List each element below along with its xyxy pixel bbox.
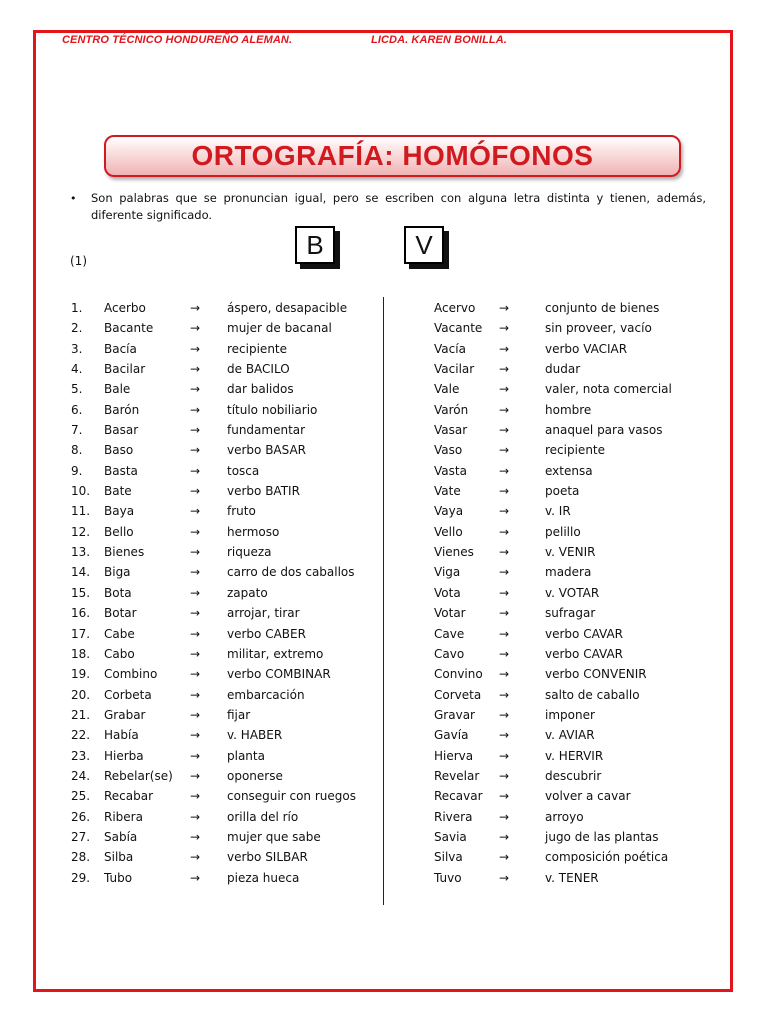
v-meaning: jugo de las plantas bbox=[545, 829, 659, 844]
item-number: 6. bbox=[71, 402, 83, 417]
item-number: 11. bbox=[71, 504, 91, 519]
item-number: 5. bbox=[71, 382, 83, 397]
arrow-icon: → bbox=[190, 606, 201, 621]
arrow-icon: → bbox=[499, 301, 510, 315]
list-item bbox=[0, 786, 768, 806]
item-number: 21. bbox=[71, 707, 91, 722]
item-number: 20. bbox=[71, 687, 91, 702]
b-meaning: título nobiliario bbox=[227, 402, 318, 417]
arrow-icon: → bbox=[499, 484, 510, 499]
b-meaning: hermoso bbox=[227, 524, 280, 539]
arrow-icon: → bbox=[190, 789, 201, 804]
b-meaning: de BACILO bbox=[227, 362, 290, 377]
arrow-icon: → bbox=[190, 646, 201, 661]
v-word: Vaso bbox=[434, 443, 463, 458]
b-meaning: verbo BATIR bbox=[227, 484, 300, 499]
v-word: Gravar bbox=[434, 707, 475, 722]
v-word: Vacilar bbox=[434, 362, 475, 377]
v-meaning: poeta bbox=[545, 484, 580, 499]
b-word: Había bbox=[104, 728, 139, 743]
b-meaning: fruto bbox=[227, 504, 256, 519]
v-word: Varón bbox=[434, 402, 469, 417]
v-word: Acervo bbox=[434, 301, 476, 315]
b-meaning: orilla del río bbox=[227, 809, 299, 824]
arrow-icon: → bbox=[190, 341, 201, 356]
v-meaning: verbo CAVAR bbox=[545, 646, 623, 661]
homophones-list bbox=[0, 298, 768, 888]
arrow-icon: → bbox=[190, 362, 201, 377]
v-word: Hierva bbox=[434, 748, 474, 763]
v-word: Convino bbox=[434, 667, 483, 682]
b-meaning: recipiente bbox=[227, 341, 288, 356]
v-word: Vasar bbox=[434, 423, 468, 438]
list-item bbox=[0, 379, 768, 399]
v-meaning: sin proveer, vacío bbox=[545, 321, 652, 336]
v-meaning: imponer bbox=[545, 707, 595, 722]
item-number: 3. bbox=[71, 341, 83, 356]
item-number: 24. bbox=[71, 768, 91, 783]
letter-b-box: B bbox=[295, 226, 335, 264]
b-meaning: zapato bbox=[227, 585, 268, 600]
arrow-icon: → bbox=[190, 524, 201, 539]
item-number: 15. bbox=[71, 585, 91, 600]
list-item bbox=[0, 440, 768, 460]
list-item bbox=[0, 501, 768, 521]
v-word: Gavía bbox=[434, 728, 469, 743]
b-word: Recabar bbox=[104, 789, 154, 804]
list-item bbox=[0, 807, 768, 827]
v-word: Vota bbox=[434, 585, 461, 600]
b-word: Bota bbox=[104, 585, 132, 600]
b-word: Acerbo bbox=[104, 301, 146, 315]
teacher-name: LICDA. KAREN BONILLA. bbox=[371, 34, 507, 46]
list-item bbox=[0, 766, 768, 786]
arrow-icon: → bbox=[499, 687, 510, 702]
v-word: Vasta bbox=[434, 463, 467, 478]
list-item bbox=[0, 542, 768, 562]
v-meaning: verbo VACIAR bbox=[545, 341, 628, 356]
v-word: Vaya bbox=[434, 504, 464, 519]
item-number: 27. bbox=[71, 829, 91, 844]
v-meaning: composición poética bbox=[545, 850, 669, 865]
arrow-icon: → bbox=[190, 565, 201, 580]
b-meaning: oponerse bbox=[227, 768, 283, 783]
arrow-icon: → bbox=[190, 809, 201, 824]
arrow-icon: → bbox=[499, 646, 510, 661]
v-meaning: sufragar bbox=[545, 606, 596, 621]
b-word: Botar bbox=[104, 606, 137, 621]
page-title: ORTOGRAFÍA: HOMÓFONOS bbox=[191, 140, 594, 171]
item-number: 25. bbox=[71, 789, 91, 804]
item-number: 2. bbox=[71, 321, 83, 336]
letter-v-box: V bbox=[404, 226, 444, 264]
b-meaning: verbo BASAR bbox=[227, 443, 307, 458]
v-meaning: conjunto de bienes bbox=[545, 301, 660, 315]
b-word: Bienes bbox=[104, 545, 145, 560]
arrow-icon: → bbox=[499, 850, 510, 865]
b-word: Biga bbox=[104, 565, 131, 580]
item-number: 16. bbox=[71, 606, 91, 621]
arrow-icon: → bbox=[190, 423, 201, 438]
item-number: 1. bbox=[71, 301, 83, 315]
b-word: Combino bbox=[104, 667, 158, 682]
arrow-icon: → bbox=[499, 545, 510, 560]
v-word: Vale bbox=[434, 382, 460, 397]
arrow-icon: → bbox=[190, 545, 201, 560]
v-word: Corveta bbox=[434, 687, 482, 702]
list-item bbox=[0, 522, 768, 542]
v-word: Vienes bbox=[434, 545, 474, 560]
b-meaning: verbo COMBINAR bbox=[227, 667, 331, 682]
b-word: Barón bbox=[104, 402, 140, 417]
arrow-icon: → bbox=[499, 667, 510, 682]
bullet-icon: • bbox=[70, 192, 77, 205]
b-meaning: riqueza bbox=[227, 545, 272, 560]
arrow-icon: → bbox=[190, 870, 201, 885]
arrow-icon: → bbox=[499, 504, 510, 519]
list-item bbox=[0, 298, 768, 318]
arrow-icon: → bbox=[190, 748, 201, 763]
b-word: Sabía bbox=[104, 829, 138, 844]
b-meaning: planta bbox=[227, 748, 265, 763]
arrow-icon: → bbox=[499, 341, 510, 356]
b-meaning: arrojar, tirar bbox=[227, 606, 300, 621]
arrow-icon: → bbox=[499, 728, 510, 743]
v-meaning: arroyo bbox=[545, 809, 584, 824]
v-meaning: dudar bbox=[545, 362, 581, 377]
list-item bbox=[0, 664, 768, 684]
arrow-icon: → bbox=[190, 667, 201, 682]
item-number: 23. bbox=[71, 748, 91, 763]
b-meaning: dar balidos bbox=[227, 382, 294, 397]
list-item bbox=[0, 746, 768, 766]
v-meaning: v. IR bbox=[545, 504, 571, 519]
v-word: Revelar bbox=[434, 768, 480, 783]
arrow-icon: → bbox=[499, 565, 510, 580]
v-word: Rivera bbox=[434, 809, 473, 824]
item-number: 9. bbox=[71, 463, 83, 478]
list-item bbox=[0, 725, 768, 745]
b-meaning: tosca bbox=[227, 463, 260, 478]
v-meaning: valer, nota comercial bbox=[545, 382, 672, 397]
arrow-icon: → bbox=[190, 728, 201, 743]
v-word: Vacante bbox=[434, 321, 483, 336]
v-word: Cave bbox=[434, 626, 465, 641]
arrow-icon: → bbox=[499, 443, 510, 458]
title-banner bbox=[104, 135, 681, 177]
v-word: Vacía bbox=[434, 341, 466, 356]
v-meaning: v. AVIAR bbox=[545, 728, 595, 743]
list-item bbox=[0, 705, 768, 725]
b-word: Bate bbox=[104, 484, 132, 499]
arrow-icon: → bbox=[190, 484, 201, 499]
b-meaning: conseguir con ruegos bbox=[227, 789, 356, 804]
v-word: Tuvo bbox=[434, 870, 462, 885]
v-meaning: pelillo bbox=[545, 524, 581, 539]
v-meaning: hombre bbox=[545, 402, 592, 417]
list-item bbox=[0, 339, 768, 359]
b-meaning: carro de dos caballos bbox=[227, 565, 355, 580]
arrow-icon: → bbox=[499, 321, 510, 336]
item-number: 10. bbox=[71, 484, 91, 499]
b-word: Rebelar(se) bbox=[104, 768, 173, 783]
b-meaning: mujer que sabe bbox=[227, 829, 321, 844]
list-item bbox=[0, 603, 768, 623]
v-word: Vate bbox=[434, 484, 461, 499]
arrow-icon: → bbox=[190, 850, 201, 865]
v-meaning: verbo CAVAR bbox=[545, 626, 623, 641]
b-word: Bale bbox=[104, 382, 131, 397]
b-meaning: embarcación bbox=[227, 687, 305, 702]
arrow-icon: → bbox=[190, 626, 201, 641]
item-number: 12. bbox=[71, 524, 91, 539]
item-number: 7. bbox=[71, 423, 83, 438]
definition-text: Son palabras que se pronuncian igual, pero se escriben con alguna letra distinta y tienen, además, diferente significado. bbox=[91, 191, 706, 222]
group-label: (1) bbox=[70, 254, 87, 268]
arrow-icon: → bbox=[499, 707, 510, 722]
v-word: Votar bbox=[434, 606, 466, 621]
arrow-icon: → bbox=[190, 301, 201, 315]
arrow-icon: → bbox=[190, 443, 201, 458]
arrow-icon: → bbox=[499, 829, 510, 844]
list-item bbox=[0, 624, 768, 644]
v-meaning: volver a cavar bbox=[545, 789, 631, 804]
b-word: Grabar bbox=[104, 707, 146, 722]
b-meaning: pieza hueca bbox=[227, 870, 300, 885]
arrow-icon: → bbox=[190, 585, 201, 600]
list-item bbox=[0, 318, 768, 338]
arrow-icon: → bbox=[190, 504, 201, 519]
arrow-icon: → bbox=[499, 585, 510, 600]
arrow-icon: → bbox=[499, 402, 510, 417]
arrow-icon: → bbox=[190, 829, 201, 844]
b-word: Bello bbox=[104, 524, 134, 539]
list-item bbox=[0, 562, 768, 582]
arrow-icon: → bbox=[499, 362, 510, 377]
arrow-icon: → bbox=[190, 707, 201, 722]
b-word: Baso bbox=[104, 443, 134, 458]
v-meaning: v. HERVIR bbox=[545, 748, 604, 763]
item-number: 8. bbox=[71, 443, 83, 458]
item-number: 29. bbox=[71, 870, 91, 885]
b-word: Ribera bbox=[104, 809, 143, 824]
list-item bbox=[0, 644, 768, 664]
arrow-icon: → bbox=[190, 687, 201, 702]
v-word: Recavar bbox=[434, 789, 483, 804]
list-item bbox=[0, 400, 768, 420]
b-meaning: fundamentar bbox=[227, 423, 306, 438]
b-meaning: verbo SILBAR bbox=[227, 850, 308, 865]
arrow-icon: → bbox=[499, 626, 510, 641]
v-meaning: verbo CONVENIR bbox=[545, 667, 647, 682]
b-meaning: áspero, desapacible bbox=[227, 301, 348, 315]
item-number: 28. bbox=[71, 850, 91, 865]
list-item bbox=[0, 461, 768, 481]
b-word: Cabo bbox=[104, 646, 135, 661]
b-word: Silba bbox=[104, 850, 134, 865]
v-word: Silva bbox=[434, 850, 463, 865]
item-number: 4. bbox=[71, 362, 83, 377]
v-word: Cavo bbox=[434, 646, 465, 661]
definition-paragraph bbox=[70, 190, 706, 224]
arrow-icon: → bbox=[499, 748, 510, 763]
b-word: Bacía bbox=[104, 341, 137, 356]
v-meaning: descubrir bbox=[545, 768, 602, 783]
v-word: Viga bbox=[434, 565, 461, 580]
list-item bbox=[0, 583, 768, 603]
item-number: 17. bbox=[71, 626, 91, 641]
b-meaning: mujer de bacanal bbox=[227, 321, 332, 336]
arrow-icon: → bbox=[499, 423, 510, 438]
b-word: Bacante bbox=[104, 321, 154, 336]
b-word: Hierba bbox=[104, 748, 144, 763]
v-meaning: recipiente bbox=[545, 443, 606, 458]
arrow-icon: → bbox=[190, 382, 201, 397]
b-word: Basta bbox=[104, 463, 138, 478]
b-word: Tubo bbox=[104, 870, 133, 885]
arrow-icon: → bbox=[190, 402, 201, 417]
b-word: Baya bbox=[104, 504, 135, 519]
arrow-icon: → bbox=[190, 463, 201, 478]
v-word: Vello bbox=[434, 524, 463, 539]
list-item bbox=[0, 685, 768, 705]
b-word: Cabe bbox=[104, 626, 135, 641]
arrow-icon: → bbox=[499, 606, 510, 621]
arrow-icon: → bbox=[190, 768, 201, 783]
b-meaning: verbo CABER bbox=[227, 626, 306, 641]
arrow-icon: → bbox=[499, 463, 510, 478]
arrow-icon: → bbox=[499, 789, 510, 804]
arrow-icon: → bbox=[190, 321, 201, 336]
arrow-icon: → bbox=[499, 809, 510, 824]
v-word: Savia bbox=[434, 829, 467, 844]
list-item bbox=[0, 868, 768, 888]
arrow-icon: → bbox=[499, 524, 510, 539]
item-number: 14. bbox=[71, 565, 91, 580]
b-meaning: fijar bbox=[227, 707, 251, 722]
b-word: Bacilar bbox=[104, 362, 146, 377]
b-word: Corbeta bbox=[104, 687, 152, 702]
item-number: 18. bbox=[71, 646, 91, 661]
arrow-icon: → bbox=[499, 382, 510, 397]
v-meaning: anaquel para vasos bbox=[545, 423, 663, 438]
school-name: CENTRO TÉCNICO HONDUREÑO ALEMAN. bbox=[62, 34, 293, 46]
item-number: 22. bbox=[71, 728, 91, 743]
v-meaning: v. VOTAR bbox=[545, 585, 600, 600]
arrow-icon: → bbox=[499, 768, 510, 783]
item-number: 19. bbox=[71, 667, 91, 682]
list-item bbox=[0, 481, 768, 501]
v-meaning: v. VENIR bbox=[545, 545, 596, 560]
b-meaning: v. HABER bbox=[227, 728, 283, 743]
item-number: 13. bbox=[71, 545, 91, 560]
b-meaning: militar, extremo bbox=[227, 646, 324, 661]
list-item bbox=[0, 827, 768, 847]
v-meaning: salto de caballo bbox=[545, 687, 640, 702]
v-meaning: extensa bbox=[545, 463, 593, 478]
v-meaning: v. TENER bbox=[545, 870, 599, 885]
v-meaning: madera bbox=[545, 565, 592, 580]
list-item bbox=[0, 420, 768, 440]
list-item bbox=[0, 847, 768, 867]
item-number: 26. bbox=[71, 809, 91, 824]
arrow-icon: → bbox=[499, 870, 510, 885]
b-word: Basar bbox=[104, 423, 139, 438]
list-item bbox=[0, 359, 768, 379]
